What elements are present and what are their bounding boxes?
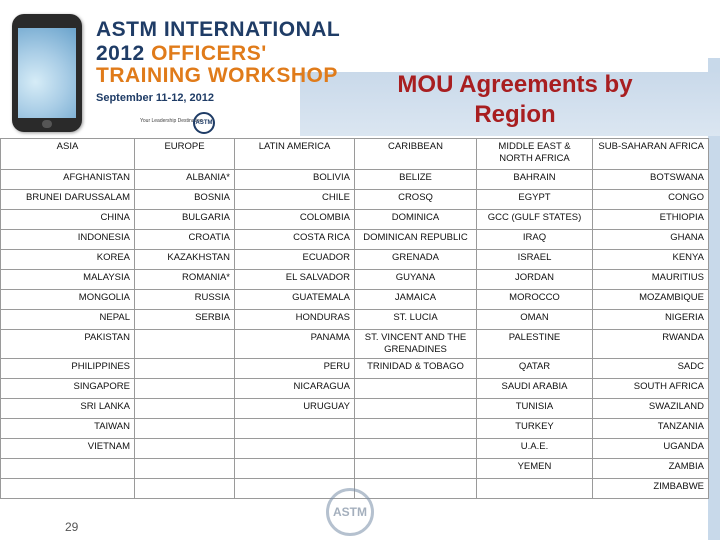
table-row [1,330,709,359]
table-cell [355,379,477,399]
table-cell: CROSQ [355,190,477,210]
mou-table [0,138,709,499]
table-cell: INDONESIA [1,230,135,250]
table-cell: JORDAN [477,270,593,290]
table-row [1,250,709,270]
table-cell [135,459,235,479]
table-cell [235,419,355,439]
table-cell: U.A.E. [477,439,593,459]
astm-watermark-icon: ASTM [326,488,374,536]
table-row [1,359,709,379]
table-row [1,170,709,190]
table-cell [1,479,135,499]
table-cell: VIETNAM [1,439,135,459]
table-cell: PERU [235,359,355,379]
table-cell: BRUNEI DARUSSALAM [1,190,135,210]
table-cell [235,439,355,459]
table-cell: IRAQ [477,230,593,250]
table-cell [1,459,135,479]
table-cell: TURKEY [477,419,593,439]
table-cell [135,399,235,419]
logo-officers: OFFICERS' [151,42,267,65]
table-cell [355,399,477,419]
column-header: CARIBBEAN [355,139,477,170]
column-header: SUB-SAHARAN AFRICA [593,139,709,170]
table-cell: HONDURAS [235,310,355,330]
table-row [1,270,709,290]
table-cell: SINGAPORE [1,379,135,399]
table-row [1,459,709,479]
table-cell: GCC (GULF STATES) [477,210,593,230]
phone-home-button [42,120,52,128]
table-cell: ALBANIA* [135,170,235,190]
table-row [1,230,709,250]
table-cell: ZAMBIA [593,459,709,479]
table-cell [355,419,477,439]
table-cell: ST. LUCIA [355,310,477,330]
table-cell: ST. VINCENT AND THE GRENADINES [355,330,477,359]
table-cell: AFGHANISTAN [1,170,135,190]
table-cell [135,359,235,379]
table-cell [355,479,477,499]
table-cell: BAHRAIN [477,170,593,190]
table-cell: SRI LANKA [1,399,135,419]
table-cell: OMAN [477,310,593,330]
table-cell: SOUTH AFRICA [593,379,709,399]
table-cell: JAMAICA [355,290,477,310]
table-row [1,190,709,210]
table-cell: CHINA [1,210,135,230]
table-cell: MOZAMBIQUE [593,290,709,310]
table-row [1,379,709,399]
table-cell: DOMINICA [355,210,477,230]
table-cell [135,419,235,439]
table-cell [355,439,477,459]
table-cell: SADC [593,359,709,379]
table-cell: EGYPT [477,190,593,210]
table-cell: ZIMBABWE [593,479,709,499]
table-cell: PALESTINE [477,330,593,359]
table-cell: KOREA [1,250,135,270]
table-cell: RUSSIA [135,290,235,310]
table-cell: RWANDA [593,330,709,359]
table-cell: CHILE [235,190,355,210]
table-row [1,290,709,310]
table-cell: CONGO [593,190,709,210]
column-header: LATIN AMERICA [235,139,355,170]
table-cell: BOLIVIA [235,170,355,190]
table-cell: MAURITIUS [593,270,709,290]
table-cell: CROATIA [135,230,235,250]
table-cell: NIGERIA [593,310,709,330]
column-header: EUROPE [135,139,235,170]
table-cell: EL SALVADOR [235,270,355,290]
table-cell [135,379,235,399]
table-cell: PANAMA [235,330,355,359]
table-row [1,439,709,459]
phone-screen [18,28,76,118]
table-cell: UGANDA [593,439,709,459]
table-cell: COLOMBIA [235,210,355,230]
table-cell: DOMINICAN REPUBLIC [355,230,477,250]
table-cell: MALAYSIA [1,270,135,290]
table-cell [135,330,235,359]
astm-emblem-icon: ASTM [193,112,215,134]
table-cell: BELIZE [355,170,477,190]
table-cell: NICARAGUA [235,379,355,399]
column-header: ASIA [1,139,135,170]
logo-dates: September 11-12, 2012 [96,92,215,104]
table-cell: BULGARIA [135,210,235,230]
table-cell [355,459,477,479]
logo-line2 [96,42,267,66]
table-cell: GUYANA [355,270,477,290]
logo-line3: TRAINING WORKSHOP [96,64,338,87]
table-cell [135,479,235,499]
table-cell: GRENADA [355,250,477,270]
table-cell: TANZANIA [593,419,709,439]
table-cell [235,459,355,479]
table-cell: KAZAKHSTAN [135,250,235,270]
table-cell: ROMANIA* [135,270,235,290]
table-cell: SWAZILAND [593,399,709,419]
table-cell: ETHIOPIA [593,210,709,230]
table-cell: QATAR [477,359,593,379]
table-cell: YEMEN [477,459,593,479]
table-cell: SAUDI ARABIA [477,379,593,399]
table-cell [135,439,235,459]
logo-tagline: Your Leadership Destination [140,118,203,124]
table-cell: MONGOLIA [1,290,135,310]
table-cell: BOTSWANA [593,170,709,190]
table-cell: URUGUAY [235,399,355,419]
table-cell: SERBIA [135,310,235,330]
table-cell: KENYA [593,250,709,270]
table-row [1,419,709,439]
table-cell: COSTA RICA [235,230,355,250]
page-title: MOU Agreements by Region [397,71,633,128]
table-cell: NEPAL [1,310,135,330]
table-cell: ISRAEL [477,250,593,270]
table-cell [477,479,593,499]
table-cell: PHILIPPINES [1,359,135,379]
table-cell: PAKISTAN [1,330,135,359]
table-row [1,310,709,330]
table-cell: GHANA [593,230,709,250]
table-cell: TUNISIA [477,399,593,419]
table-cell: TRINIDAD & TOBAGO [355,359,477,379]
table-cell: TAIWAN [1,419,135,439]
table-cell: ECUADOR [235,250,355,270]
logo-year: 2012 [96,42,145,65]
phone-graphic [12,14,82,132]
column-header: MIDDLE EAST & NORTH AFRICA [477,139,593,170]
table-row [1,210,709,230]
table-cell: MOROCCO [477,290,593,310]
table-cell: GUATEMALA [235,290,355,310]
table-header-row [1,139,709,170]
page-number: 29 [65,520,79,534]
table-row [1,399,709,419]
logo-line1: ASTM INTERNATIONAL [96,18,341,41]
table-cell: BOSNIA [135,190,235,210]
